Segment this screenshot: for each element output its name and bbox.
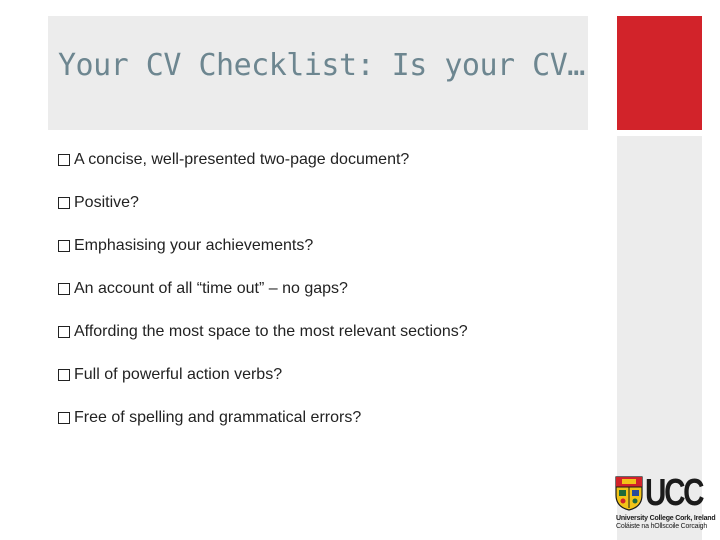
checklist-item-text: Positive?: [74, 193, 139, 211]
checklist-item-text: Full of powerful action verbs?: [74, 365, 283, 383]
checkbox-icon: [58, 154, 70, 166]
logo-university-name: University College Cork, Ireland: [616, 515, 716, 522]
checklist-item-text: Emphasising your achievements?: [74, 236, 314, 254]
checkbox-icon: [58, 369, 70, 381]
checkbox-icon: [58, 326, 70, 338]
checklist-item-text: An account of all “time out” – no gaps?: [74, 279, 348, 297]
crest-icon: [614, 475, 644, 511]
checklist-item: [58, 353, 598, 396]
checkbox-icon: [58, 240, 70, 252]
checklist-item: [58, 310, 598, 353]
ucc-logo: [614, 471, 716, 531]
checklist: [58, 138, 598, 439]
slide-title: Your CV Checklist: Is your CV…: [58, 48, 585, 83]
checklist-item-text: Affording the most space to the most relevant sections?: [74, 322, 468, 340]
checklist-item: [58, 138, 598, 181]
red-accent-block: [617, 16, 702, 130]
checkbox-icon: [58, 283, 70, 295]
checklist-item: [58, 396, 598, 439]
logo-irish-name: Coláiste na hOllscoile Corcaigh: [616, 523, 708, 530]
checkbox-icon: [58, 412, 70, 424]
checklist-item: [58, 181, 598, 224]
divider: [588, 130, 617, 136]
checklist-item-text: A concise, well-presented two-page document?: [74, 150, 410, 168]
checklist-item: [58, 224, 598, 267]
checklist-item-text: Free of spelling and grammatical errors?: [74, 408, 362, 426]
checklist-item: [58, 267, 598, 310]
logo-wordmark: UCC: [645, 472, 703, 514]
checkbox-icon: [58, 197, 70, 209]
